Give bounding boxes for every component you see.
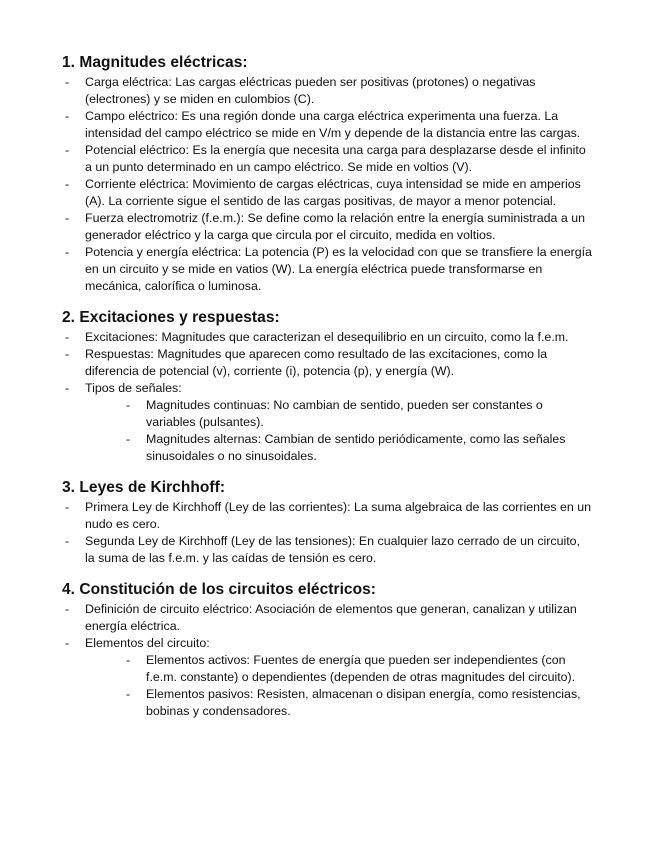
bullet-dash: - bbox=[65, 109, 70, 123]
bullet-dash: - bbox=[65, 75, 70, 89]
list-item bbox=[62, 210, 593, 244]
sub-list-item-text: Magnitudes alternas: Cambian de sentido periódicamente, como las señales sinusoidales o no sinusoidales. bbox=[146, 432, 566, 463]
bullet-list bbox=[62, 74, 593, 295]
list-item-text: Campo eléctrico: Es una región donde una carga eléctrica experimenta una fuerza. La intensidad del campo eléctrico se mide en V/m y depende de la distancia entre las cargas. bbox=[85, 109, 581, 140]
bullet-dash: - bbox=[65, 602, 70, 616]
list-item bbox=[62, 380, 593, 465]
sub-list bbox=[85, 652, 593, 720]
bullet-dash: - bbox=[65, 534, 70, 548]
section-heading: 4. Constitución de los circuitos eléctricos: bbox=[62, 581, 376, 598]
sub-list-item bbox=[123, 397, 593, 431]
bullet-dash: - bbox=[126, 653, 131, 667]
bullet-dash: - bbox=[65, 347, 70, 361]
section-4 bbox=[62, 581, 593, 720]
list-item bbox=[62, 176, 593, 210]
list-item bbox=[62, 74, 593, 108]
bullet-dash: - bbox=[65, 143, 70, 157]
list-item-text: Tipos de señales: bbox=[85, 381, 182, 395]
bullet-dash: - bbox=[126, 398, 131, 412]
bullet-list bbox=[62, 601, 593, 720]
list-item bbox=[62, 346, 593, 380]
section-heading: 1. Magnitudes eléctricas: bbox=[62, 54, 248, 71]
list-item bbox=[62, 108, 593, 142]
bullet-dash: - bbox=[65, 245, 70, 259]
bullet-dash: - bbox=[126, 687, 131, 701]
sub-list-item-text: Magnitudes continuas: No cambian de sentido, pueden ser constantes o variables (pulsantes). bbox=[146, 398, 543, 429]
list-item bbox=[62, 499, 593, 533]
bullet-dash: - bbox=[65, 636, 70, 650]
list-item-text: Segunda Ley de Kirchhoff (Ley de las tensiones): En cualquier lazo cerrado de un circuito, la suma de las f.e.m. y las caídas de tensión es cero. bbox=[85, 534, 581, 565]
document-body bbox=[62, 54, 593, 720]
section-3 bbox=[62, 479, 593, 567]
list-item-text: Respuestas: Magnitudes que aparecen como resultado de las excitaciones, como la diferencia de potencial (v), corriente (i), potencia (p), y energía (W). bbox=[85, 347, 548, 378]
bullet-dash: - bbox=[126, 432, 131, 446]
sub-list-item-text: Elementos pasivos: Resisten, almacenan o disipan energía, como resistencias, bobinas y condensadores. bbox=[146, 687, 581, 718]
section-2 bbox=[62, 309, 593, 465]
section-heading: 2. Excitaciones y respuestas: bbox=[62, 309, 280, 326]
sub-list-item bbox=[123, 431, 593, 465]
list-item-text: Elementos del circuito: bbox=[85, 636, 210, 650]
list-item-text: Primera Ley de Kirchhoff (Ley de las corrientes): La suma algebraica de las corrientes en un nudo es cero. bbox=[85, 500, 591, 531]
list-item bbox=[62, 244, 593, 295]
list-item bbox=[62, 533, 593, 567]
bullet-dash: - bbox=[65, 177, 70, 191]
bullet-dash: - bbox=[65, 211, 70, 225]
list-item-text: Excitaciones: Magnitudes que caracterizan el desequilibrio en un circuito, como la f.e.m. bbox=[85, 330, 569, 344]
list-item-text: Carga eléctrica: Las cargas eléctricas pueden ser positivas (protones) o negativas (electrones) y se miden en culombios (C). bbox=[85, 75, 536, 106]
bullet-list bbox=[62, 329, 593, 465]
sub-list-item bbox=[123, 652, 593, 686]
list-item-text: Fuerza electromotriz (f.e.m.): Se define como la relación entre la energía suministrada a un generador eléctrico y la carga que circula por el circuito, medida en voltios. bbox=[85, 211, 585, 242]
list-item bbox=[62, 601, 593, 635]
bullet-dash: - bbox=[65, 330, 70, 344]
bullet-dash: - bbox=[65, 381, 70, 395]
sub-list bbox=[85, 397, 593, 465]
section-heading: 3. Leyes de Kirchhoff: bbox=[62, 479, 226, 496]
bullet-list bbox=[62, 499, 593, 567]
sub-list-item-text: Elementos activos: Fuentes de energía que pueden ser independientes (con f.e.m. constante) o dependientes (dependen de otras magnitudes del circuito). bbox=[146, 653, 576, 684]
list-item bbox=[62, 142, 593, 176]
sub-list-item bbox=[123, 686, 593, 720]
list-item-text: Corriente eléctrica: Movimiento de cargas eléctricas, cuya intensidad se mide en amperios (A). La corriente sigue el sentido de las cargas positivas, de mayor a menor potencial. bbox=[85, 177, 581, 208]
list-item-text: Definición de circuito eléctrico: Asociación de elementos que generan, canalizan y utilizan energía eléctrica. bbox=[85, 602, 577, 633]
list-item-text: Potencial eléctrico: Es la energía que necesita una carga para desplazarse desde el infinito a un punto determinado en un campo eléctrico. Se mide en voltios (V). bbox=[85, 143, 586, 174]
list-item bbox=[62, 329, 593, 346]
list-item-text: Potencia y energía eléctrica: La potencia (P) es la velocidad con que se transfiere la energía en un circuito y se mide en vatios (W). La energía eléctrica puede transformarse en mecánica, calorífica o luminosa. bbox=[85, 245, 592, 293]
list-item bbox=[62, 635, 593, 720]
section-1 bbox=[62, 54, 593, 295]
bullet-dash: - bbox=[65, 500, 70, 514]
